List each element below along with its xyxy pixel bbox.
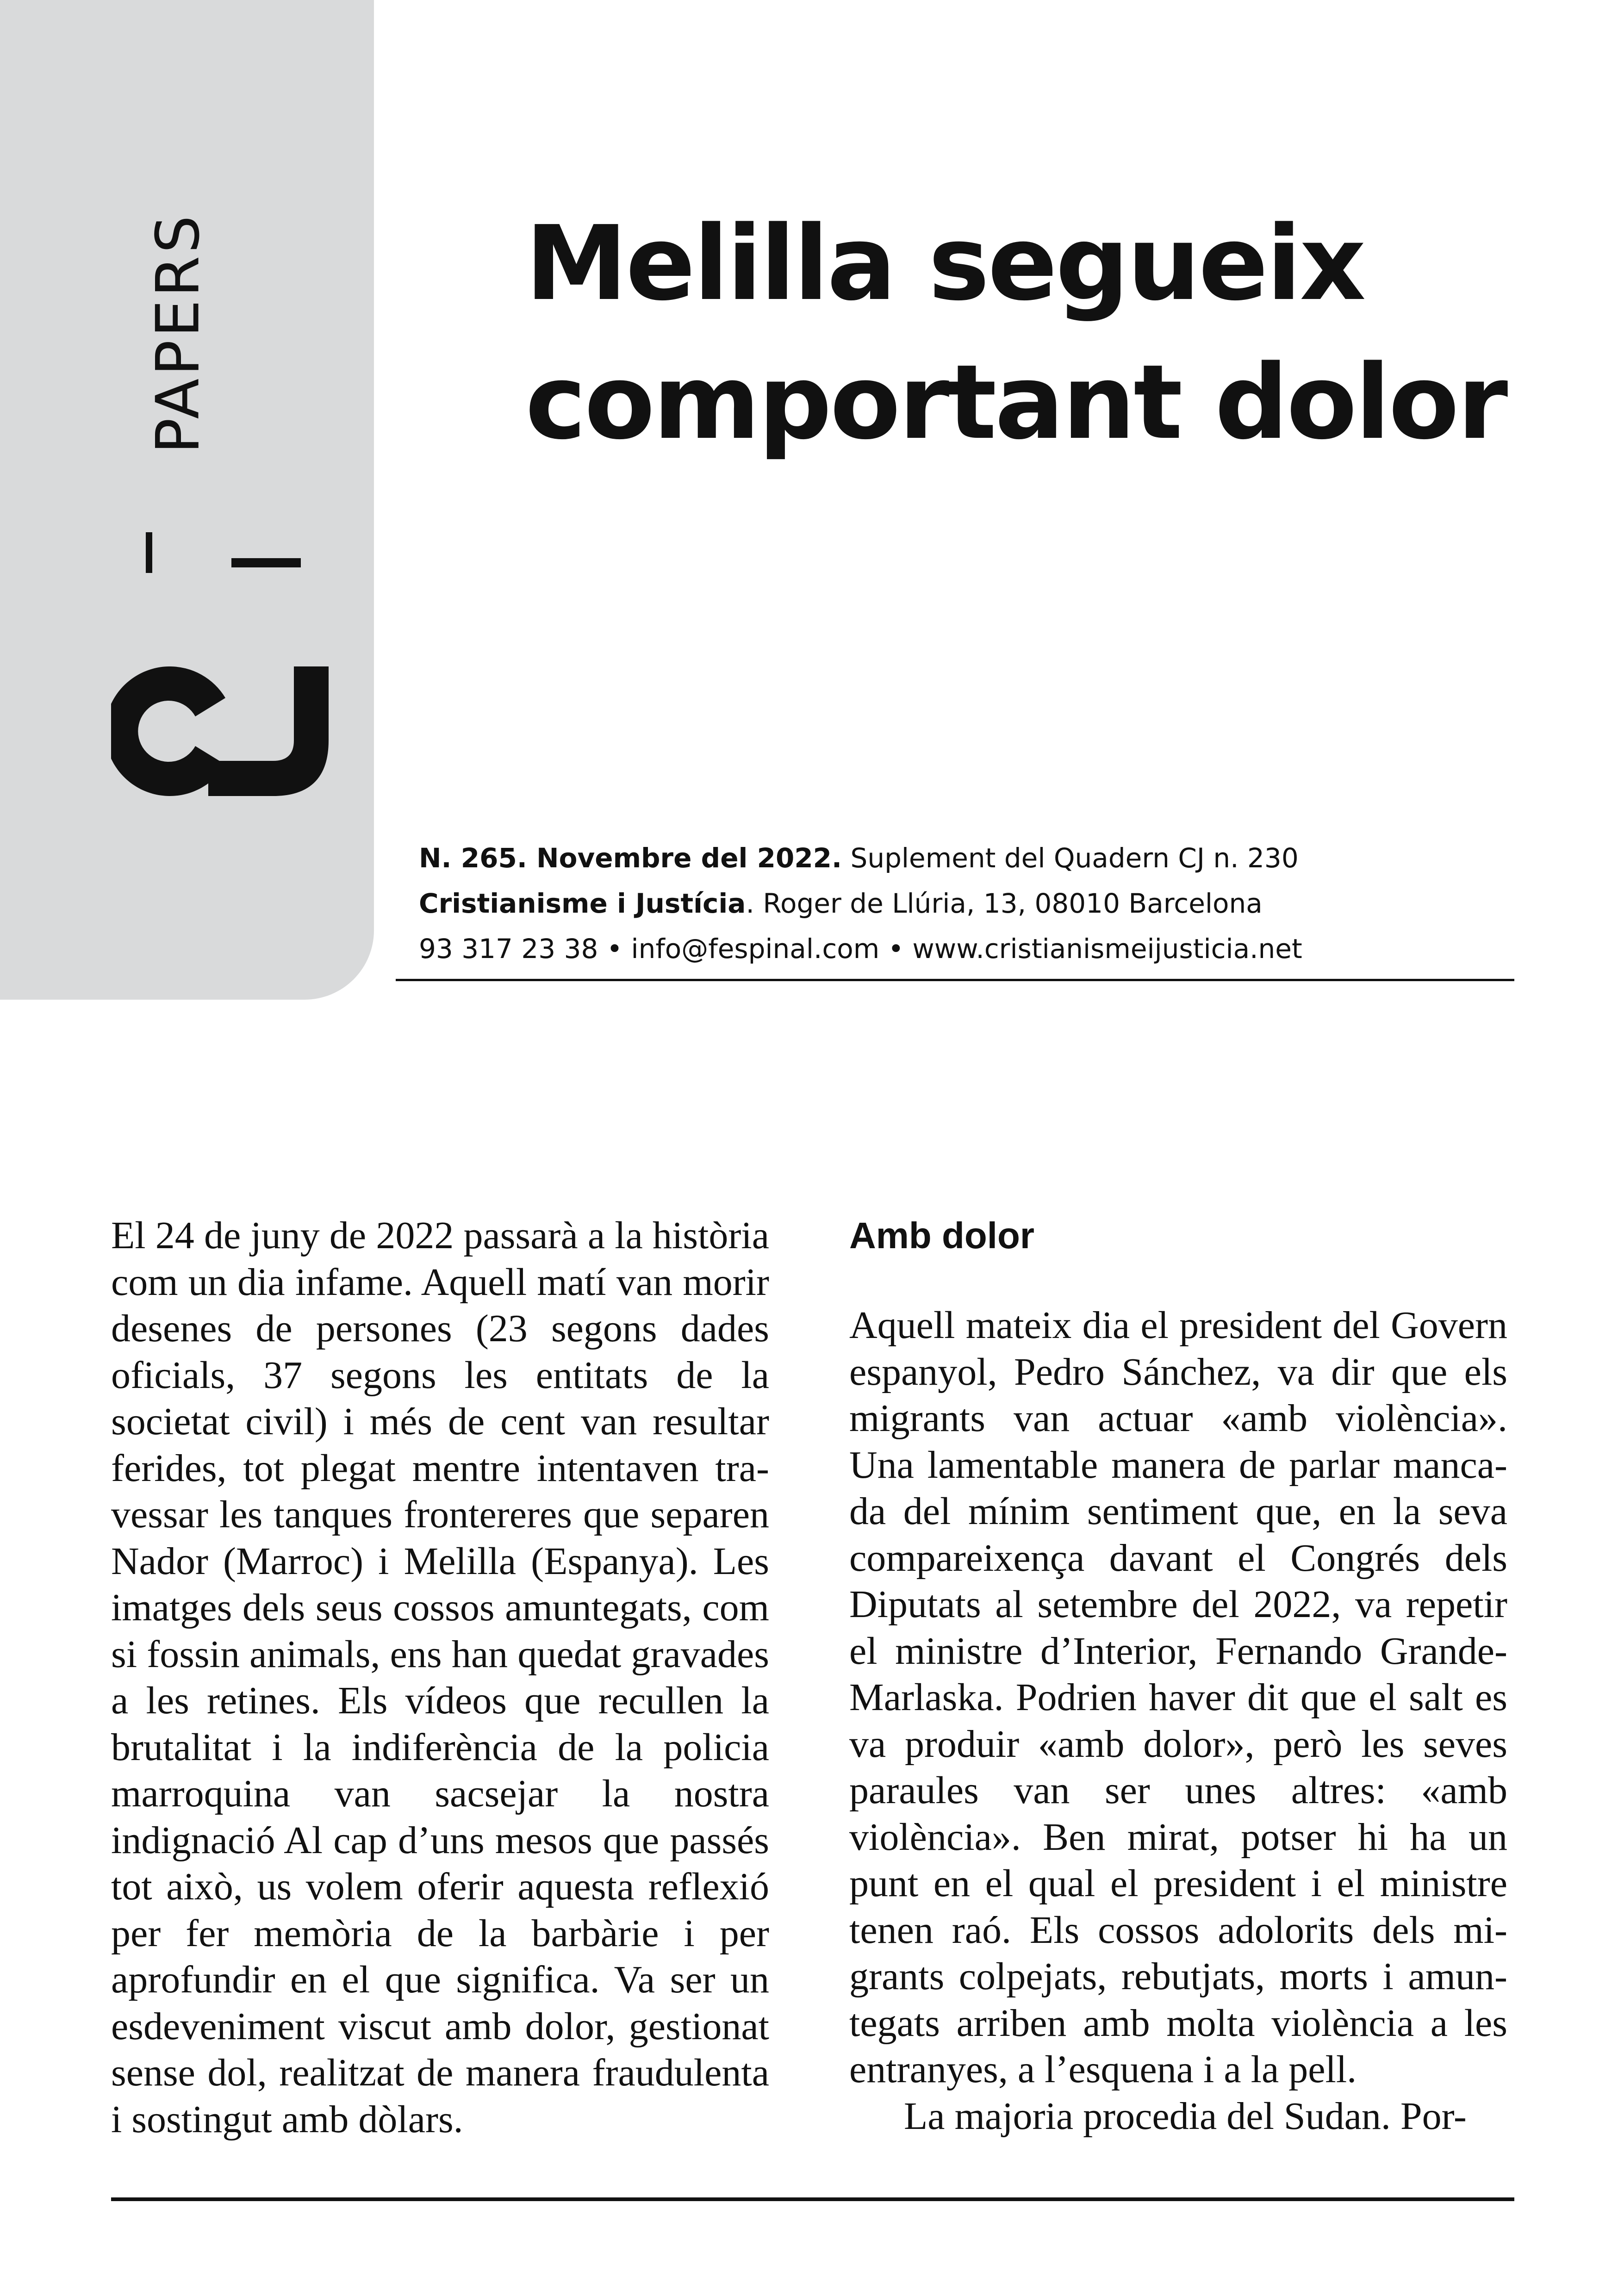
- issue-supplement: Suplement del Quadern CJ n. 230: [842, 842, 1299, 874]
- publication-info: [419, 835, 1483, 971]
- logo-divider-horizontal: [231, 558, 301, 567]
- section-paragraph-2: La majoria procedia del Sudan. Por-: [904, 2094, 1467, 2138]
- cj-logo: [111, 666, 329, 796]
- section-paragraph-1: Aquell mateix dia el president del Govern espanyol, Pedro Sánchez, va dir que els migrants van actuar «amb violència». Una lamentable manera de parlar mancada del mínim sentiment que, en la seva compareixença davant el Congrés dels Diputats al setembre del 2022, va repetir el ministre d’Interior, Fernando Grande-Marlaska. Podrien haver dit que el salt es va produir «amb dolor», però les seves paraules van ser unes altres: «amb violència». Ben mirat, potser hi ha un punt en el qual el president i el ministre tenen raó. Els cossos adolorits dels migrants colpejats, rebutjats, morts i amuntegats arriben amb molta violència a les entranyes, a l’esquena i a la pell.: [849, 1304, 1507, 2091]
- issue-number: N. 265. Novembre del 2022.: [419, 842, 842, 874]
- intro-paragraph: El 24 de juny de 2022 passarà a la història com un dia infame. Aquell matí van morir desenes de persones (23 segons dades oficials, 37 segons les entitats de la societat civil) i més de cent van resultar ferides, tot plegat mentre intentaven travessar les tanques frontereres que separen Nador (Marroc) i Melilla (Espanya). Les imatges dels seus cossos amuntegats, com si fossin animals, ens han quedat gravades a les retines. Els vídeos que recullen la brutalitat i la indiferència de la policia marroquina van sacsejar la nostra indignació Al cap d’uns mesos que passés tot això, us volem oferir aquesta reflexió per fer memòria de la barbàrie i per aprofundir en el que significa. Va ser un esdeveniment viscut amb dolor, gestionat sense dol, realitzat de manera fraudulenta i sostingut amb dòlars.: [111, 1214, 769, 2141]
- cj-logo-j: [208, 666, 329, 796]
- sidebar-panel: [0, 0, 374, 1000]
- publisher-line: [419, 881, 1483, 926]
- body-column-left: [111, 1213, 769, 2143]
- footer-rule: [111, 2197, 1514, 2201]
- header-rule: [396, 979, 1514, 981]
- publisher-name: Cristianisme i Justícia: [419, 888, 746, 919]
- issue-line: [419, 835, 1483, 881]
- publisher-address: . Roger de Llúria, 13, 08010 Barcelona: [746, 888, 1263, 919]
- logo-divider-vertical: [146, 532, 152, 573]
- section-label: PAPERS: [143, 212, 213, 454]
- body-column-right: [849, 1213, 1507, 2140]
- article-title-line-1: Melilla segueix: [525, 204, 1364, 324]
- contact-line: 93 317 23 38 • info@fespinal.com • www.cristianismeijusticia.net: [419, 933, 1302, 964]
- section-heading: Amb dolor: [849, 1215, 1034, 1256]
- cj-logo-c: [111, 666, 225, 796]
- article-title: [525, 194, 1590, 472]
- article-title-line-2: comportant dolor: [525, 343, 1506, 462]
